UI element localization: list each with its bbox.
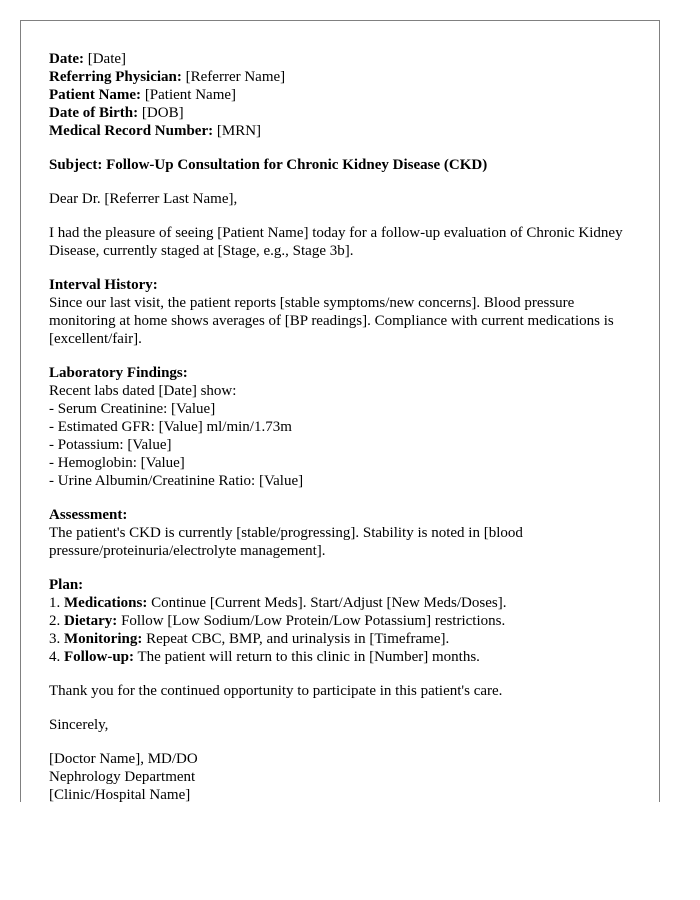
plan-item-number: 4. — [49, 649, 64, 665]
dob-value: [DOB] — [141, 105, 184, 121]
dob-line — [49, 104, 631, 122]
plan-item-label: Dietary: — [64, 613, 118, 629]
plan-item — [49, 612, 631, 630]
patient-label: Patient Name: — [49, 87, 142, 103]
interval-history-heading: Interval History: — [49, 277, 158, 293]
assessment-heading: Assessment: — [49, 507, 128, 523]
lab-item: - Serum Creatinine: [Value] — [49, 401, 216, 417]
signature-clinic: [Clinic/Hospital Name] — [49, 787, 191, 803]
lab-item: - Urine Albumin/Creatinine Ratio: [Value] — [49, 473, 304, 489]
date-line — [49, 50, 631, 68]
plan-item-label: Follow-up: — [64, 649, 135, 665]
intro-paragraph: I had the pleasure of seeing [Patient Name] today for a follow-up evaluation of Chronic Kidney Disease, currently staged at [Stage, e.g., Stage 3b]. — [49, 225, 623, 259]
plan-item — [49, 648, 631, 666]
letter-header — [49, 50, 631, 140]
plan-item-text: Follow [Low Sodium/Low Protein/Low Potassium] restrictions. — [117, 613, 506, 629]
assessment-text: The patient's CKD is currently [stable/progressing]. Stability is noted in [blood pressure/proteinuria/electrolyte management]. — [49, 525, 523, 559]
patient-value: [Patient Name] — [144, 87, 237, 103]
plan-heading: Plan: — [49, 577, 84, 593]
lab-item: - Hemoglobin: [Value] — [49, 455, 185, 471]
date-value: [Date] — [87, 51, 127, 67]
plan-item-number: 2. — [49, 613, 64, 629]
mrn-label: Medical Record Number: — [49, 123, 214, 139]
mrn-line — [49, 122, 631, 140]
lab-findings-section — [49, 364, 631, 490]
plan-item-label: Medications: — [64, 595, 148, 611]
plan-item-number: 3. — [49, 631, 64, 647]
dob-label: Date of Birth: — [49, 105, 139, 121]
salutation: Dear Dr. [Referrer Last Name], — [49, 191, 238, 207]
signature-department: Nephrology Department — [49, 769, 196, 785]
lab-findings-intro: Recent labs dated [Date] show: — [49, 383, 237, 399]
signature-name: [Doctor Name], MD/DO — [49, 751, 198, 767]
plan-item-text: Repeat CBC, BMP, and urinalysis in [Timeframe]. — [142, 631, 450, 647]
lab-findings-heading: Laboratory Findings: — [49, 365, 188, 381]
plan-item-number: 1. — [49, 595, 64, 611]
plan-item — [49, 594, 631, 612]
lab-item: - Estimated GFR: [Value] ml/min/1.73m — [49, 419, 292, 435]
letter-page — [20, 20, 660, 802]
lab-item: - Potassium: [Value] — [49, 437, 172, 453]
plan-item-label: Monitoring: — [64, 631, 143, 647]
patient-line — [49, 86, 631, 104]
plan-section — [49, 576, 631, 666]
mrn-value: [MRN] — [216, 123, 262, 139]
plan-item-text: The patient will return to this clinic in [Number] months. — [134, 649, 480, 665]
interval-history-section — [49, 276, 631, 348]
closing-paragraph: Thank you for the continued opportunity to participate in this patient's care. — [49, 683, 503, 699]
interval-history-text: Since our last visit, the patient reports [stable symptoms/new concerns]. Blood pressure monitoring at home shows averages of [BP readings]. Compliance with current medications is [excellent/fair]. — [49, 295, 614, 347]
plan-item-text: Continue [Current Meds]. Start/Adjust [New Meds/Doses]. — [147, 595, 507, 611]
signature-block — [49, 750, 631, 804]
referrer-line — [49, 68, 631, 86]
plan-item — [49, 630, 631, 648]
date-label: Date: — [49, 51, 84, 67]
subject-line: Subject: Follow-Up Consultation for Chronic Kidney Disease (CKD) — [49, 157, 488, 173]
signoff: Sincerely, — [49, 717, 109, 733]
referrer-value: [Referrer Name] — [185, 69, 286, 85]
assessment-section — [49, 506, 631, 560]
referrer-label: Referring Physician: — [49, 69, 182, 85]
